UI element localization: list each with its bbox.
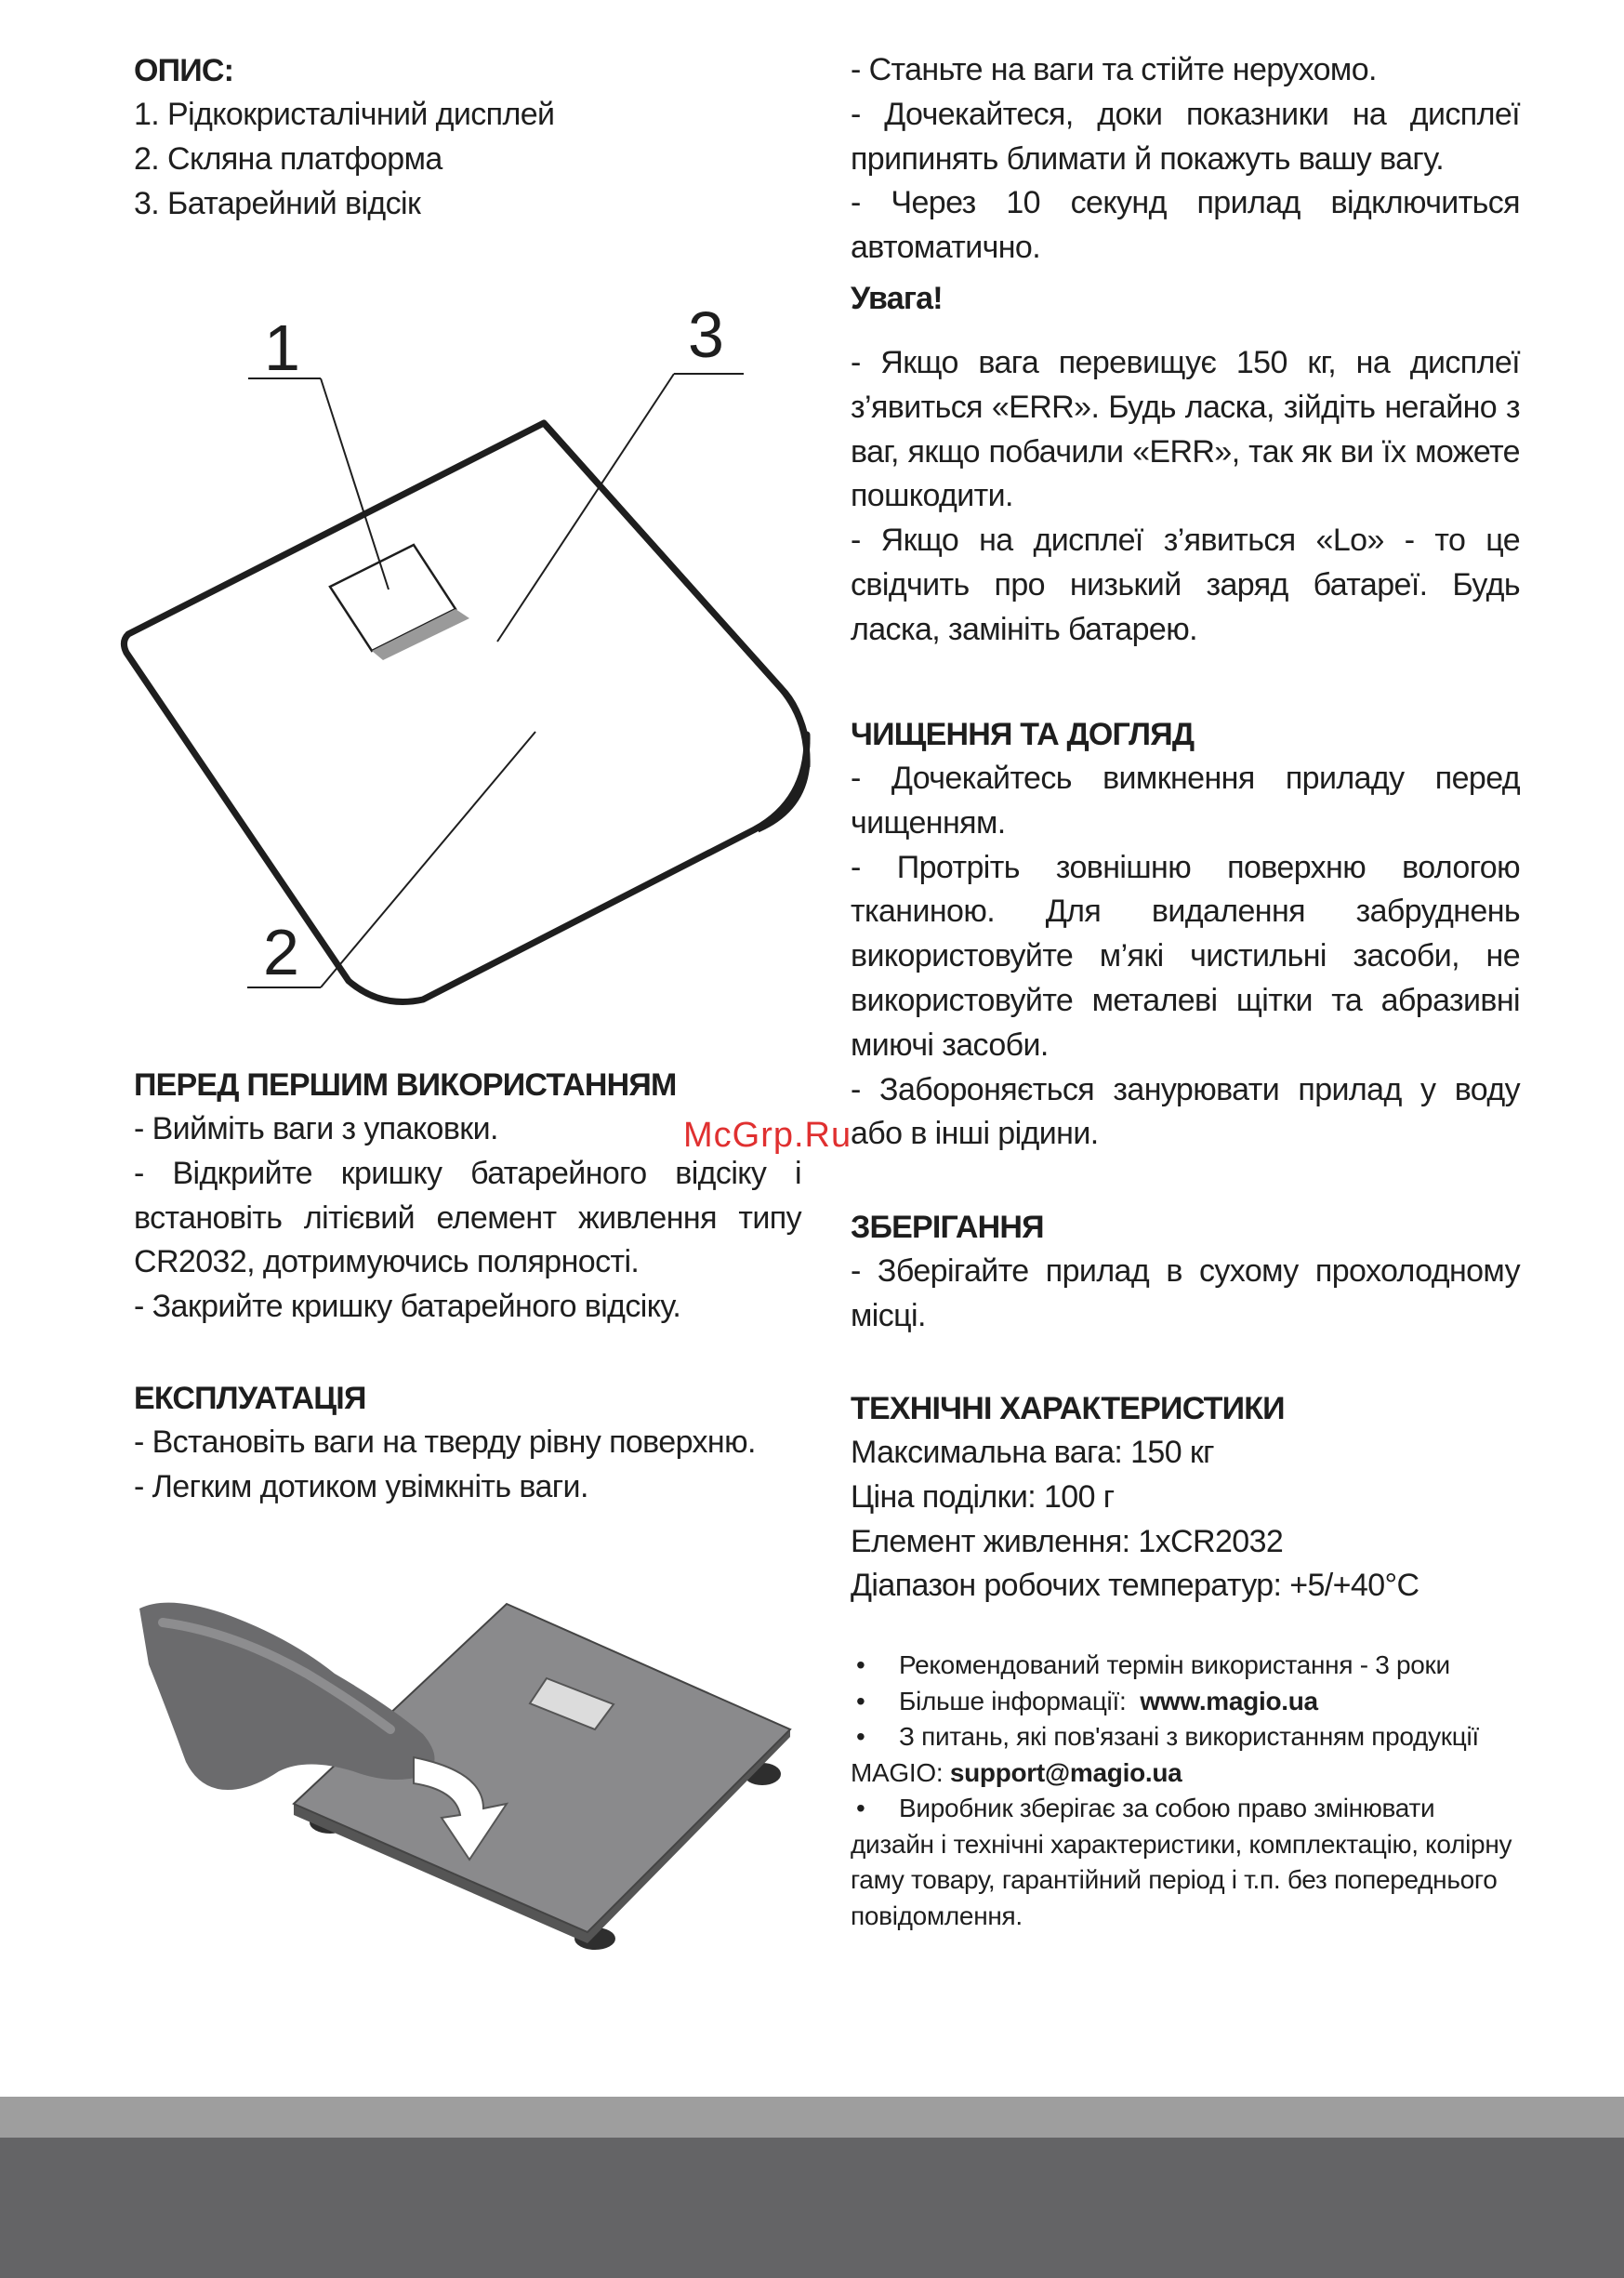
operation-line-1: - Встановіть ваги на тверду рівну поверхню. bbox=[134, 1424, 756, 1460]
operation-cont-line-1: - Станьте на ваги та стійте нерухомо. bbox=[851, 52, 1377, 87]
warning-line-2: - Якщо на дисплеї з’явиться «Lo» - то це свідчить про низький заряд батареї. Будь ласка, замініть батарею. bbox=[851, 523, 1520, 647]
operation-section bbox=[134, 1376, 801, 1510]
note-questions: • З питань, які пов'язані з використанням продукції MAGIO: support@magio.ua bbox=[851, 1719, 1520, 1791]
support-email-link[interactable]: support@magio.ua bbox=[949, 1757, 1182, 1787]
specs-section bbox=[851, 1386, 1520, 1609]
description-heading: ОПИС: bbox=[134, 53, 234, 88]
scale-usage-illustration bbox=[130, 1571, 799, 1971]
note-term: • Рекомендований термін використання - 3 роки bbox=[851, 1648, 1520, 1684]
before-first-use-section bbox=[134, 1063, 801, 1330]
bullet-icon: • bbox=[856, 1686, 865, 1715]
bullet-icon: • bbox=[856, 1722, 865, 1751]
footer-band-light bbox=[0, 2097, 1624, 2138]
description-item-2: 2. Скляна платформа bbox=[134, 140, 442, 177]
specs-line-2: Ціна поділки: 100 г bbox=[851, 1478, 1115, 1515]
bullet-icon: • bbox=[856, 1794, 865, 1822]
operation-cont-line-3: - Через 10 секунд прилад відключиться автоматично. bbox=[851, 185, 1520, 266]
specs-heading: ТЕХНІЧНІ ХАРАКТЕРИСТИКИ bbox=[851, 1391, 1285, 1426]
bullet-icon: • bbox=[856, 1650, 865, 1679]
warning-heading: Увага! bbox=[851, 280, 943, 316]
note-more-info: • Більше інформації: www.magio.ua bbox=[851, 1684, 1520, 1720]
warning-line-1: - Якщо вага перевищує 150 кг, на дисплеї з’явиться «ERR». Будь ласка, зійдіть негайно з ваг, якщо побачили «ERR», так як ви їх можете пошкодити. bbox=[851, 344, 1520, 514]
before-first-use-heading: ПЕРЕД ПЕРШИМ ВИКОРИСТАННЯМ bbox=[134, 1067, 677, 1103]
cleaning-heading: ЧИЩЕННЯ ТА ДОГЛЯД bbox=[851, 717, 1195, 752]
diagram-label-1: 1 bbox=[264, 311, 300, 384]
storage-section bbox=[851, 1205, 1520, 1339]
storage-heading: ЗБЕРІГАННЯ bbox=[851, 1210, 1044, 1245]
footer-band-dark bbox=[0, 2138, 1624, 2278]
operation-cont-line-2: - Дочекайтеся, доки показники на дисплеї припинять блимати й покажуть вашу вагу. bbox=[851, 96, 1520, 177]
diagram-label-2: 2 bbox=[263, 916, 299, 988]
operation-continued bbox=[851, 48, 1520, 653]
cleaning-line-2: - Протріть зовнішню поверхню вологою тканиною. Для видалення забруднень використовуйте м’які чистильні засоби, не використовуйте металеві щітки та абразивні миючі засоби. bbox=[851, 849, 1520, 1063]
cleaning-section bbox=[851, 712, 1520, 1157]
specs-line-4: Діапазон робочих температур: +5/+40°С bbox=[851, 1568, 1419, 1604]
watermark: McGrp.Ru bbox=[683, 1116, 852, 1155]
before-first-use-line-1: - Вийміть ваги з упаковки. bbox=[134, 1111, 498, 1146]
before-first-use-line-3: - Закрийте кришку батарейного відсіку. bbox=[134, 1289, 681, 1325]
scale-outline bbox=[124, 423, 807, 1002]
cleaning-line-1: - Дочекайтесь вимкнення приладу перед чищенням. bbox=[851, 761, 1520, 841]
notes-section bbox=[851, 1648, 1520, 1934]
description-item-1: 1. Рідкокристалічний дисплей bbox=[134, 97, 555, 132]
storage-line-1: - Зберігайте прилад в сухому прохолодному місці. bbox=[851, 1253, 1520, 1333]
specs-line-1: Максимальна вага: 150 кг bbox=[851, 1435, 1214, 1470]
website-link[interactable]: www.magio.ua bbox=[1140, 1686, 1318, 1715]
cleaning-line-3: - Забороняється занурювати прилад у воду або в інші рідини. bbox=[851, 1071, 1520, 1152]
left-column bbox=[134, 48, 801, 226]
note-disclaimer: • Виробник зберігає за собою право змінювати дизайн і технічні характеристики, комплектацію, колірну гаму товару, гарантійний період і т.п. без попереднього повідомлення. bbox=[851, 1791, 1520, 1934]
operation-heading: ЕКСПЛУАТАЦІЯ bbox=[134, 1381, 366, 1416]
diagram-label-3: 3 bbox=[688, 298, 724, 371]
operation-line-2: - Легким дотиком увімкніть ваги. bbox=[134, 1468, 588, 1504]
before-first-use-line-2: - Відкрийте кришку батарейного відсіку і встановіть літієвий елемент живлення типу CR2032, дотримуючись полярності. bbox=[134, 1155, 801, 1280]
scale-diagram bbox=[112, 298, 818, 1041]
description-item-3: 3. Батарейний відсік bbox=[134, 185, 421, 221]
specs-line-3: Елемент живлення: 1xCR2032 bbox=[851, 1523, 1284, 1559]
